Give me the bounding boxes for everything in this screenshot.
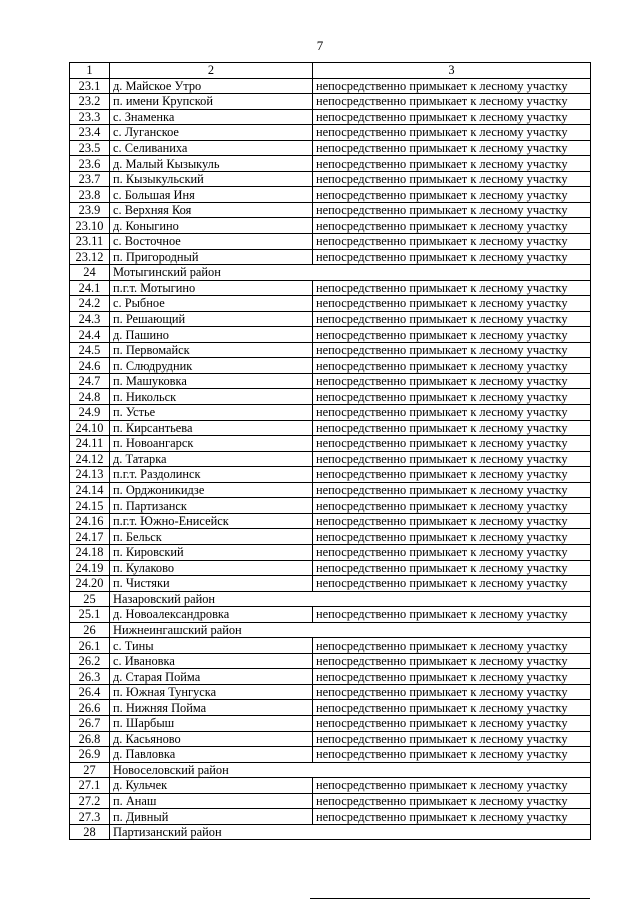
table-row — [70, 373, 591, 389]
table-row — [70, 405, 591, 421]
table-row — [70, 482, 591, 498]
settlement-name: п. Пригородный — [110, 249, 313, 265]
forest-adjacency-status: непосредственно примыкает к лесному участку — [313, 638, 591, 654]
settlement-name: с. Знаменка — [110, 109, 313, 125]
forest-adjacency-status: непосредственно примыкает к лесному участку — [313, 156, 591, 172]
forest-adjacency-status: непосредственно примыкает к лесному участку — [313, 747, 591, 763]
district-row — [70, 591, 591, 607]
header-col-3: 3 — [313, 63, 591, 79]
row-number: 24.18 — [70, 544, 110, 560]
row-number: 27.2 — [70, 793, 110, 809]
row-number: 23.3 — [70, 109, 110, 125]
forest-adjacency-status: непосредственно примыкает к лесному участку — [313, 342, 591, 358]
district-row — [70, 762, 591, 778]
settlement-name: п. имени Крупской — [110, 94, 313, 110]
forest-adjacency-status: непосредственно примыкает к лесному участку — [313, 358, 591, 374]
forest-adjacency-status: непосредственно примыкает к лесному участку — [313, 94, 591, 110]
table-row — [70, 467, 591, 483]
settlement-name: п. Шарбыш — [110, 715, 313, 731]
forest-adjacency-status: непосредственно примыкает к лесному участку — [313, 809, 591, 825]
row-number: 26.4 — [70, 684, 110, 700]
forest-adjacency-status: непосредственно примыкает к лесному участку — [313, 560, 591, 576]
table-row — [70, 653, 591, 669]
table-row — [70, 311, 591, 327]
row-number: 24.7 — [70, 373, 110, 389]
row-number: 26.9 — [70, 747, 110, 763]
row-number: 24.3 — [70, 311, 110, 327]
table-row — [70, 125, 591, 141]
row-number: 24.10 — [70, 420, 110, 436]
settlement-name: п. Анаш — [110, 793, 313, 809]
forest-adjacency-status: непосредственно примыкает к лесному участку — [313, 202, 591, 218]
district-name: Назаровский район — [110, 591, 591, 607]
forest-adjacency-status: непосредственно примыкает к лесному участку — [313, 234, 591, 250]
forest-adjacency-status: непосредственно примыкает к лесному участку — [313, 373, 591, 389]
settlement-name: п. Кызыкульский — [110, 171, 313, 187]
row-number: 24.6 — [70, 358, 110, 374]
settlement-name: п. Новоангарск — [110, 436, 313, 452]
table-row — [70, 544, 591, 560]
row-number: 24.1 — [70, 280, 110, 296]
forest-adjacency-status: непосредственно примыкает к лесному участку — [313, 389, 591, 405]
settlement-name: д. Касьяново — [110, 731, 313, 747]
forest-adjacency-status: непосредственно примыкает к лесному участку — [313, 513, 591, 529]
forest-adjacency-status: непосредственно примыкает к лесному участку — [313, 327, 591, 343]
settlement-name: п. Слюдрудник — [110, 358, 313, 374]
table-row — [70, 389, 591, 405]
row-number: 26.1 — [70, 638, 110, 654]
settlement-name: п. Дивный — [110, 809, 313, 825]
forest-adjacency-status: непосредственно примыкает к лесному участку — [313, 793, 591, 809]
forest-adjacency-status: непосредственно примыкает к лесному участку — [313, 249, 591, 265]
row-number: 24.16 — [70, 513, 110, 529]
settlement-name: с. Ивановка — [110, 653, 313, 669]
settlement-name: д. Майское Утро — [110, 78, 313, 94]
district-name: Нижнеингашский район — [110, 622, 591, 638]
table-row — [70, 451, 591, 467]
row-number: 24.4 — [70, 327, 110, 343]
row-number: 23.2 — [70, 94, 110, 110]
row-number: 23.10 — [70, 218, 110, 234]
bottom-rule — [310, 898, 590, 899]
forest-adjacency-status: непосредственно примыкает к лесному участку — [313, 653, 591, 669]
row-number: 23.11 — [70, 234, 110, 250]
settlement-name: п.г.т. Раздолинск — [110, 467, 313, 483]
table-row — [70, 560, 591, 576]
settlement-name: п. Партизанск — [110, 498, 313, 514]
forest-adjacency-status: непосредственно примыкает к лесному участку — [313, 498, 591, 514]
row-number: 24.14 — [70, 482, 110, 498]
forest-adjacency-status: непосредственно примыкает к лесному участку — [313, 778, 591, 794]
table-row — [70, 793, 591, 809]
row-number: 24.12 — [70, 451, 110, 467]
row-number: 26 — [70, 622, 110, 638]
settlement-name: п.г.т. Мотыгино — [110, 280, 313, 296]
settlement-name: п. Бельск — [110, 529, 313, 545]
forest-adjacency-status: непосредственно примыкает к лесному участку — [313, 482, 591, 498]
settlement-name: с. Восточное — [110, 234, 313, 250]
table-row — [70, 669, 591, 685]
header-col-1: 1 — [70, 63, 110, 79]
table-row — [70, 778, 591, 794]
settlement-name: с. Рыбное — [110, 296, 313, 312]
table-row — [70, 576, 591, 592]
row-number: 26.3 — [70, 669, 110, 685]
table-row — [70, 171, 591, 187]
table-row — [70, 420, 591, 436]
forest-adjacency-status: непосредственно примыкает к лесному участку — [313, 140, 591, 156]
table-row — [70, 700, 591, 716]
settlement-name: п. Кирсантьева — [110, 420, 313, 436]
row-number: 23.6 — [70, 156, 110, 172]
table-row — [70, 358, 591, 374]
row-number: 23.8 — [70, 187, 110, 203]
table-row — [70, 436, 591, 452]
table-row — [70, 109, 591, 125]
settlement-name: д. Коныгино — [110, 218, 313, 234]
row-number: 24.11 — [70, 436, 110, 452]
forest-adjacency-status: непосредственно примыкает к лесному участку — [313, 684, 591, 700]
table-row — [70, 249, 591, 265]
settlement-name: п. Никольск — [110, 389, 313, 405]
settlement-name: с. Верхняя Коя — [110, 202, 313, 218]
page-number: 7 — [316, 38, 324, 53]
settlement-name: д. Пашино — [110, 327, 313, 343]
row-number: 28 — [70, 824, 110, 840]
district-row — [70, 622, 591, 638]
settlement-name: п. Решающий — [110, 311, 313, 327]
settlement-name: д. Малый Кызыкуль — [110, 156, 313, 172]
forest-adjacency-status: непосредственно примыкает к лесному участку — [313, 171, 591, 187]
settlement-name: п.г.т. Южно-Енисейск — [110, 513, 313, 529]
settlement-name: д. Павловка — [110, 747, 313, 763]
settlement-name: п. Первомайск — [110, 342, 313, 358]
settlement-name: с. Большая Иня — [110, 187, 313, 203]
row-number: 24.5 — [70, 342, 110, 358]
row-number: 24.15 — [70, 498, 110, 514]
table-body — [70, 78, 591, 840]
table-row — [70, 78, 591, 94]
forest-adjacency-status: непосредственно примыкает к лесному участку — [313, 405, 591, 421]
forest-adjacency-status: непосредственно примыкает к лесному участку — [313, 218, 591, 234]
table-row — [70, 513, 591, 529]
forest-adjacency-status: непосредственно примыкает к лесному участку — [313, 467, 591, 483]
forest-adjacency-status: непосредственно примыкает к лесному участку — [313, 311, 591, 327]
settlement-name: д. Новоалександровка — [110, 607, 313, 623]
table-row — [70, 731, 591, 747]
district-name: Партизанский район — [110, 824, 591, 840]
row-number: 24.9 — [70, 405, 110, 421]
row-number: 23.4 — [70, 125, 110, 141]
table-row — [70, 280, 591, 296]
forest-adjacency-status: непосредственно примыкает к лесному участку — [313, 451, 591, 467]
settlement-name: с. Тины — [110, 638, 313, 654]
row-number: 24.8 — [70, 389, 110, 405]
row-number: 26.2 — [70, 653, 110, 669]
table-row — [70, 202, 591, 218]
settlements-table — [69, 62, 591, 840]
row-number: 25.1 — [70, 607, 110, 623]
row-number: 23.5 — [70, 140, 110, 156]
district-row — [70, 265, 591, 281]
row-number: 26.7 — [70, 715, 110, 731]
table-header-row — [70, 63, 591, 79]
settlement-name: д. Старая Пойма — [110, 669, 313, 685]
table-row — [70, 607, 591, 623]
district-row — [70, 824, 591, 840]
forest-adjacency-status: непосредственно примыкает к лесному участку — [313, 125, 591, 141]
table-row — [70, 296, 591, 312]
table-row — [70, 140, 591, 156]
row-number: 27.1 — [70, 778, 110, 794]
forest-adjacency-status: непосредственно примыкает к лесному участку — [313, 715, 591, 731]
forest-adjacency-status: непосредственно примыкает к лесному участку — [313, 529, 591, 545]
forest-adjacency-status: непосредственно примыкает к лесному участку — [313, 544, 591, 560]
table-row — [70, 684, 591, 700]
row-number: 27.3 — [70, 809, 110, 825]
settlement-name: д. Кульчек — [110, 778, 313, 794]
table-row — [70, 498, 591, 514]
row-number: 24.17 — [70, 529, 110, 545]
row-number: 23.12 — [70, 249, 110, 265]
forest-adjacency-status: непосредственно примыкает к лесному участку — [313, 700, 591, 716]
row-number: 24.20 — [70, 576, 110, 592]
settlement-name: п. Нижняя Пойма — [110, 700, 313, 716]
row-number: 23.1 — [70, 78, 110, 94]
row-number: 24.2 — [70, 296, 110, 312]
forest-adjacency-status: непосредственно примыкает к лесному участку — [313, 296, 591, 312]
settlement-name: п. Устье — [110, 405, 313, 421]
row-number: 26.6 — [70, 700, 110, 716]
table-row — [70, 156, 591, 172]
table-row — [70, 809, 591, 825]
settlement-name: п. Чистяки — [110, 576, 313, 592]
settlement-name: с. Луганское — [110, 125, 313, 141]
settlement-name: п. Кулаково — [110, 560, 313, 576]
forest-adjacency-status: непосредственно примыкает к лесному участку — [313, 576, 591, 592]
forest-adjacency-status: непосредственно примыкает к лесному участку — [313, 607, 591, 623]
row-number: 24.19 — [70, 560, 110, 576]
row-number: 23.7 — [70, 171, 110, 187]
settlement-name: с. Селиваниха — [110, 140, 313, 156]
forest-adjacency-status: непосредственно примыкает к лесному участку — [313, 109, 591, 125]
table-row — [70, 747, 591, 763]
table-row — [70, 529, 591, 545]
settlement-name: п. Орджоникидзе — [110, 482, 313, 498]
table-row — [70, 187, 591, 203]
row-number: 24.13 — [70, 467, 110, 483]
forest-adjacency-status: непосредственно примыкает к лесному участку — [313, 436, 591, 452]
row-number: 25 — [70, 591, 110, 607]
table-row — [70, 94, 591, 110]
district-name: Мотыгинский район — [110, 265, 591, 281]
row-number: 26.8 — [70, 731, 110, 747]
row-number: 27 — [70, 762, 110, 778]
district-name: Новоселовский район — [110, 762, 591, 778]
row-number: 23.9 — [70, 202, 110, 218]
settlement-name: п. Южная Тунгуска — [110, 684, 313, 700]
table-row — [70, 218, 591, 234]
table-row — [70, 327, 591, 343]
row-number: 24 — [70, 265, 110, 281]
forest-adjacency-status: непосредственно примыкает к лесному участку — [313, 731, 591, 747]
settlement-name: п. Машуковка — [110, 373, 313, 389]
table-row — [70, 638, 591, 654]
settlement-name: п. Кировский — [110, 544, 313, 560]
table-row — [70, 234, 591, 250]
table-row — [70, 342, 591, 358]
header-col-2: 2 — [110, 63, 313, 79]
forest-adjacency-status: непосредственно примыкает к лесному участку — [313, 420, 591, 436]
forest-adjacency-status: непосредственно примыкает к лесному участку — [313, 280, 591, 296]
table-row — [70, 715, 591, 731]
settlement-name: д. Татарка — [110, 451, 313, 467]
forest-adjacency-status: непосредственно примыкает к лесному участку — [313, 669, 591, 685]
forest-adjacency-status: непосредственно примыкает к лесному участку — [313, 78, 591, 94]
forest-adjacency-status: непосредственно примыкает к лесному участку — [313, 187, 591, 203]
